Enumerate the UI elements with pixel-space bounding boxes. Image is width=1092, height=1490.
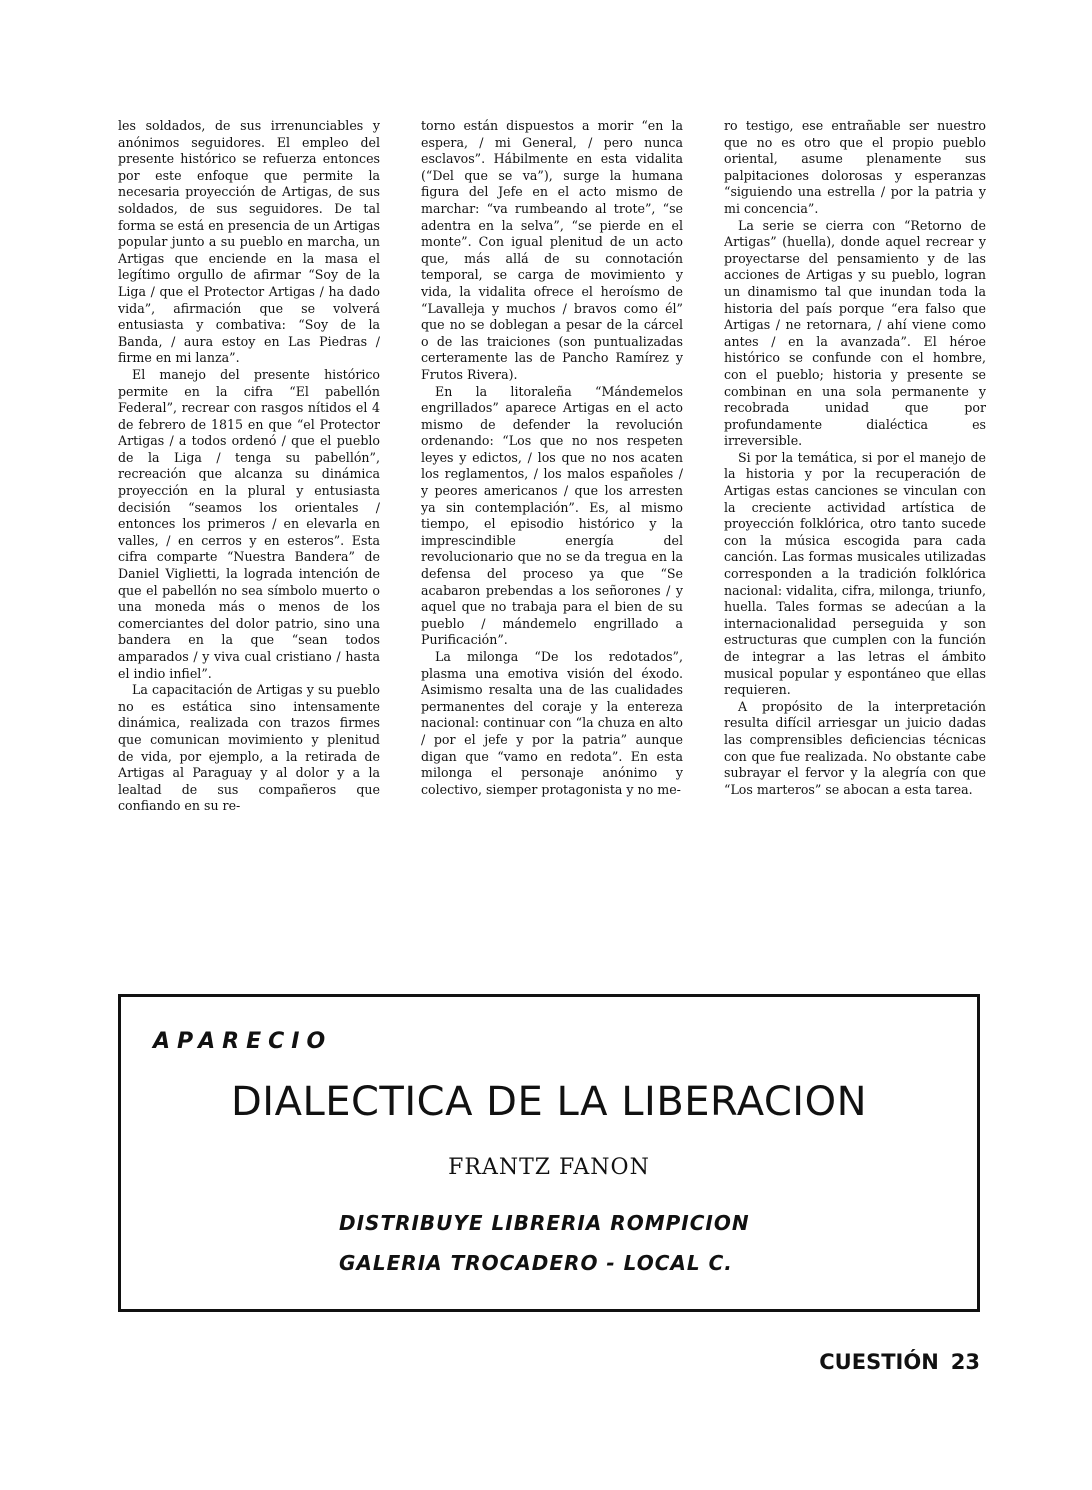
page-number: 23 <box>950 1350 980 1374</box>
paragraph: ro testigo, ese entrañable ser nuestro que no es otro que el propio pueblo oriental, asume plenamente sus palpitaciones dolorosas y esperanzas “siguiendo una estrella / por la patria y mi concencia”. <box>724 118 986 216</box>
magazine-name: CUESTIÓN <box>819 1350 939 1374</box>
ad-location: GALERIA TROCADERO - LOCAL C. <box>339 1251 733 1275</box>
paragraph: La capacitación de Artigas y su pueblo no es estática sino intensamente dinámica, realizada con trazos firmes que comunican movimiento y plenitud de vida, por ejemplo, a la retirada de Artigas al Paraguay y al dolor y a la lealtad de sus compañeros que confiando en su re- <box>118 682 380 814</box>
ad-kicker: APARECIO <box>153 1029 333 1054</box>
column-left <box>118 118 380 978</box>
paragraph: El manejo del presente histórico permite en la cifra “El pabellón Federal”, recrear con rasgos nítidos el 4 de febrero de 1815 en que “el Protector Artigas / a todos ordenó / que el pueblo de la Liga / tenga su pabellón”, recreación que alcanza su dinámica proyección en la plural y entusiasta decisión “seamos los orientales / entonces los primeros / en elevarla en valles, / en cerros y en esteros”. Esta cifra comparte “Nuestra Bandera” de Daniel Viglietti, la lograda intención de que el pabellón no sea símbolo muerto o una moneda más o menos de los comerciantes del dolor patrio, sino una bandera en la que “sean todos amparados / y viva cual cristiano / hasta el indio infiel”. <box>118 366 380 681</box>
book-advertisement <box>118 994 980 1312</box>
paragraph: torno están dispuestos a morir “en la espera, / mi General, / pero nunca esclavos”. Hábilmente en esta vidalita (“Del que se va”), surge la humana figura del Jefe en el acto mismo de marchar: “va rumbeando al trote”, “se adentra en la selva”, “se pierde en el monte”. Con igual plenitud de un acto que, más allá de su connotación temporal, se carga de movimiento y vida, la vidalita ofrece el heroísmo de “Lavalleja y muchos / bravos como él” que no se doblegan a pesar de la cárcel o de las traiciones (son puntualizadas certeramente las de Pancho Ramírez y Frutos Rivera). <box>421 118 683 382</box>
paragraph: les soldados, de sus irrenunciables y anónimos seguidores. El empleo del presente histórico se refuerza entonces por este enfoque que permite la necesaria proyección de Artigas, de sus soldados, de sus seguidores. De tal forma se está en presencia de un Artigas popular junto a su pueblo en marcha, un Artigas que enciende en la masa el legítimo orgullo de afirmar “Soy de la Liga / que el Protector Artigas / ha dado vida”, afirmación que se volverá entusiasta y combativa: “Soy de la Banda, / aura estoy en Las Piedras / firme en mi lanza”. <box>118 118 380 366</box>
ad-book-title: DIALECTICA DE LA LIBERACION <box>230 1079 868 1125</box>
column-middle <box>421 118 683 978</box>
article-columns <box>118 118 986 978</box>
paragraph: La serie se cierra con “Retorno de Artigas” (huella), donde aquel recrear y proyectarse del pensamiento y de las acciones de Artigas y su pueblo, logran un dinamismo tal que inundan toda la historia del país porque “era falso que Artigas / ne retornara, / ahí viene como antes / en la avanzada”. El héroe histórico se confunde con el hombre, con el pueblo; historia y presente se combinan en una sola permanente y recobrada unidad que por profundamente dialéctica es irreversible. <box>724 217 986 449</box>
ad-distributor: DISTRIBUYE LIBRERIA ROMPICION <box>339 1211 750 1235</box>
page-footer <box>819 1350 980 1374</box>
paragraph: En la litoraleña “Mándemelos engrillados” aparece Artigas en el acto mismo de defender la revolución ordenando: “Los que no nos respeten leyes y edictos, / los que no nos acaten los reglamentos, / los malos españoles / y peores americanos / que los arresten ya sin contemplación”. Es, al mismo tiempo, el episodio histórico y la imprescindible energía del revolucionario que no se da tregua en la defensa del proceso ya que “Se acabaron prebendas a los señorones / y aquel que no trabaja para el bien de su pueblo / mándemelo engrillado a Purificación”. <box>421 383 683 648</box>
paragraph: A propósito de la interpretación resulta difícil arriesgar un juicio dadas las comprensibles deficiencias técnicas con que fue realizada. No obstante cabe subrayar el fervor y la alegría con que “Los marteros” se abocan a esta tarea. <box>724 698 986 797</box>
paragraph: La milonga “De los redotados”, plasma una emotiva visión del éxodo. Asimismo resalta una de las cualidades permanentes del coraje y la entereza nacional: continuar con “la chuza en alto / por el jefe y por la patria” aunque digan que “vamo en redota”. En esta milonga el personaje anónimo y colectivo, siemper protagonista y no me- <box>421 649 683 797</box>
paragraph: Si por la temática, si por el manejo de la historia y por la recuperación de Artigas estas canciones se vinculan con la creciente actividad artística de proyección folklórica, otro tanto sucede con la música escogida para cada canción. Las formas musicales utilizadas corresponden a la tradición folklórica nacional: vidalita, cifra, milonga, triunfo, huella. Tales formas se adecúan a la internacionalidad perseguida y son estructuras que cumplen con la función de integrar a las letras el ámbito musical popular y espontáneo que ellas requieren. <box>724 449 986 698</box>
column-right <box>724 118 986 978</box>
ad-author: FRANTZ FANON <box>448 1155 650 1180</box>
